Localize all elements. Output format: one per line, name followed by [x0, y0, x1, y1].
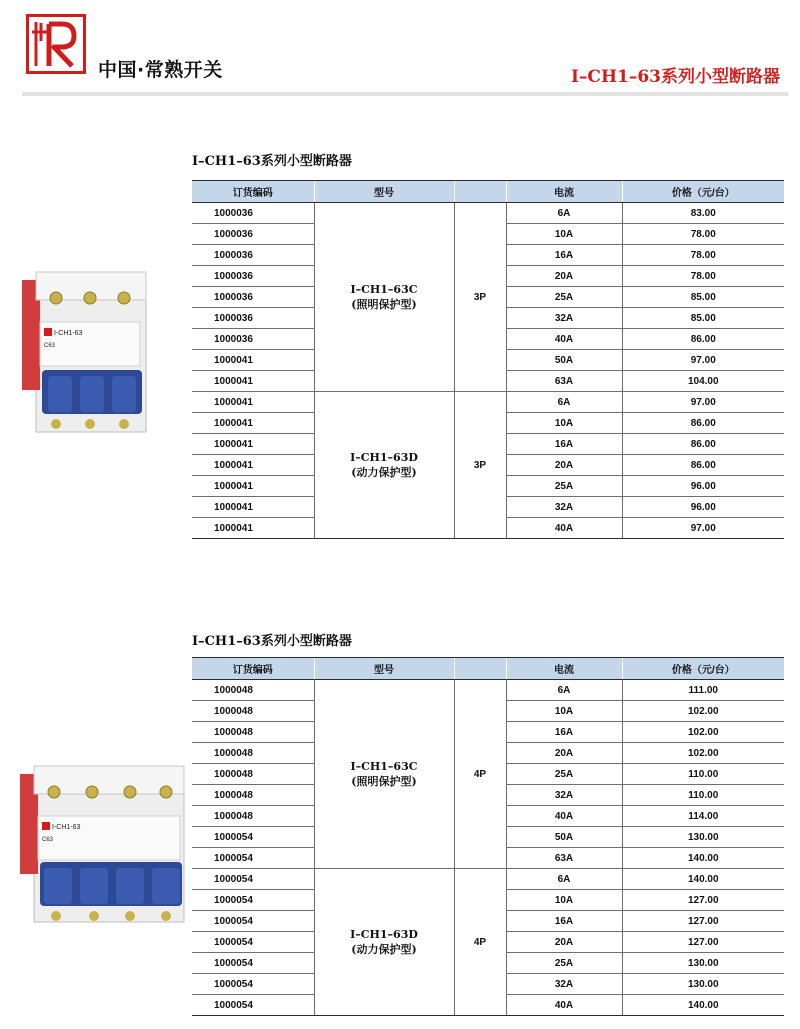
- current-cell: 40A: [506, 518, 622, 539]
- order-code-cell: 1000041: [192, 350, 314, 371]
- column-header-code: 订货编码: [192, 658, 314, 680]
- price-cell: 85.00: [622, 308, 784, 329]
- order-code-cell: 1000036: [192, 266, 314, 287]
- current-cell: 6A: [506, 680, 622, 701]
- current-cell: 10A: [506, 701, 622, 722]
- brand-name: 中国·常熟开关: [98, 59, 223, 81]
- model-type: (动力保护型): [351, 466, 417, 479]
- order-code-cell: 1000048: [192, 785, 314, 806]
- current-cell: 25A: [506, 287, 622, 308]
- price-cell: 104.00: [622, 371, 784, 392]
- breaker-4p-rating: C63: [42, 837, 54, 843]
- price-cell: 140.00: [622, 995, 784, 1016]
- r-logo-icon: [26, 14, 86, 74]
- model-type: (照明保护型): [351, 298, 417, 311]
- order-code-cell: 1000036: [192, 287, 314, 308]
- order-code-cell: 1000041: [192, 434, 314, 455]
- order-code-cell: 1000036: [192, 308, 314, 329]
- price-cell: 97.00: [622, 518, 784, 539]
- price-cell: 97.00: [622, 350, 784, 371]
- header-divider: [22, 92, 788, 96]
- poles-cell: 3P: [454, 392, 506, 539]
- current-cell: 50A: [506, 350, 622, 371]
- current-cell: 16A: [506, 245, 622, 266]
- order-code-cell: 1000041: [192, 476, 314, 497]
- price-cell: 86.00: [622, 455, 784, 476]
- current-cell: 6A: [506, 869, 622, 890]
- order-code-cell: 1000048: [192, 701, 314, 722]
- column-header-poles: [454, 181, 506, 203]
- current-cell: 20A: [506, 266, 622, 287]
- section-title-3p: I–CH1–63系列小型断路器: [192, 154, 352, 169]
- current-cell: 20A: [506, 743, 622, 764]
- price-cell: 140.00: [622, 869, 784, 890]
- current-cell: 32A: [506, 308, 622, 329]
- breaker-4p-label: I-CH1-63: [52, 824, 81, 831]
- breaker-4p-icon: [20, 758, 188, 933]
- price-cell: 86.00: [622, 413, 784, 434]
- model-cell: [314, 680, 454, 869]
- order-code-cell: 1000054: [192, 869, 314, 890]
- table-row: [192, 680, 784, 701]
- order-code-cell: 1000054: [192, 995, 314, 1016]
- current-cell: 63A: [506, 848, 622, 869]
- breaker-3p-rating: C63: [44, 343, 56, 349]
- current-cell: 32A: [506, 497, 622, 518]
- price-cell: 127.00: [622, 890, 784, 911]
- current-cell: 40A: [506, 995, 622, 1016]
- order-code-cell: 1000041: [192, 518, 314, 539]
- order-code-cell: 1000054: [192, 911, 314, 932]
- model-type: (动力保护型): [351, 943, 417, 956]
- price-cell: 78.00: [622, 224, 784, 245]
- price-table-4p: [192, 657, 784, 1016]
- price-cell: 110.00: [622, 785, 784, 806]
- current-cell: 25A: [506, 764, 622, 785]
- model-cell: [314, 869, 454, 1016]
- price-cell: 78.00: [622, 266, 784, 287]
- price-cell: 130.00: [622, 827, 784, 848]
- model-cell: [314, 392, 454, 539]
- table-row: [192, 869, 784, 890]
- table-header-row: [192, 658, 784, 680]
- price-table-3p: [192, 180, 784, 539]
- current-cell: 63A: [506, 371, 622, 392]
- order-code-cell: 1000048: [192, 806, 314, 827]
- current-cell: 40A: [506, 806, 622, 827]
- current-cell: 32A: [506, 785, 622, 806]
- current-cell: 10A: [506, 890, 622, 911]
- current-cell: 6A: [506, 392, 622, 413]
- current-cell: 16A: [506, 434, 622, 455]
- price-cell: 127.00: [622, 932, 784, 953]
- order-code-cell: 1000041: [192, 497, 314, 518]
- order-code-cell: 1000048: [192, 764, 314, 785]
- current-cell: 40A: [506, 329, 622, 350]
- price-cell: 140.00: [622, 848, 784, 869]
- column-header-current: 电流: [506, 181, 622, 203]
- price-cell: 102.00: [622, 701, 784, 722]
- price-cell: 130.00: [622, 974, 784, 995]
- order-code-cell: 1000041: [192, 371, 314, 392]
- column-header-price: 价格（元/台）: [622, 658, 784, 680]
- order-code-cell: 1000041: [192, 455, 314, 476]
- order-code-cell: 1000048: [192, 680, 314, 701]
- column-header-model: 型号: [314, 658, 454, 680]
- current-cell: 25A: [506, 476, 622, 497]
- column-header-code: 订货编码: [192, 181, 314, 203]
- current-cell: 16A: [506, 722, 622, 743]
- order-code-cell: 1000041: [192, 392, 314, 413]
- current-cell: 20A: [506, 455, 622, 476]
- poles-cell: 4P: [454, 680, 506, 869]
- order-code-cell: 1000054: [192, 974, 314, 995]
- price-cell: 127.00: [622, 911, 784, 932]
- order-code-cell: 1000054: [192, 827, 314, 848]
- price-cell: 83.00: [622, 203, 784, 224]
- model-name: I–CH1–63C: [350, 760, 418, 773]
- breaker-3p-icon: [22, 262, 150, 445]
- table-row: [192, 392, 784, 413]
- order-code-cell: 1000048: [192, 743, 314, 764]
- current-cell: 50A: [506, 827, 622, 848]
- poles-cell: 3P: [454, 203, 506, 392]
- current-cell: 10A: [506, 413, 622, 434]
- table-row: [192, 203, 784, 224]
- model-type: (照明保护型): [351, 775, 417, 788]
- price-cell: 111.00: [622, 680, 784, 701]
- order-code-cell: 1000048: [192, 722, 314, 743]
- column-header-poles: [454, 658, 506, 680]
- order-code-cell: 1000054: [192, 953, 314, 974]
- model-name: I–CH1–63C: [350, 283, 418, 296]
- order-code-cell: 1000036: [192, 245, 314, 266]
- order-code-cell: 1000036: [192, 224, 314, 245]
- current-cell: 32A: [506, 974, 622, 995]
- table-header-row: [192, 181, 784, 203]
- price-cell: 86.00: [622, 434, 784, 455]
- section-title-4p: I–CH1–63系列小型断路器: [192, 634, 352, 649]
- current-cell: 16A: [506, 911, 622, 932]
- document-title: I–CH1–63系列小型断路器: [570, 67, 780, 87]
- column-header-model: 型号: [314, 181, 454, 203]
- order-code-cell: 1000054: [192, 848, 314, 869]
- current-cell: 25A: [506, 953, 622, 974]
- order-code-cell: 1000054: [192, 890, 314, 911]
- price-cell: 96.00: [622, 476, 784, 497]
- current-cell: 10A: [506, 224, 622, 245]
- order-code-cell: 1000036: [192, 203, 314, 224]
- price-cell: 114.00: [622, 806, 784, 827]
- price-cell: 85.00: [622, 287, 784, 308]
- current-cell: 6A: [506, 203, 622, 224]
- price-cell: 102.00: [622, 722, 784, 743]
- price-cell: 86.00: [622, 329, 784, 350]
- price-cell: 78.00: [622, 245, 784, 266]
- price-cell: 102.00: [622, 743, 784, 764]
- order-code-cell: 1000036: [192, 329, 314, 350]
- column-header-price: 价格（元/台）: [622, 181, 784, 203]
- breaker-3p-label: I-CH1-63: [54, 330, 83, 337]
- poles-cell: 4P: [454, 869, 506, 1016]
- price-cell: 110.00: [622, 764, 784, 785]
- model-name: I–CH1–63D: [350, 928, 418, 941]
- price-cell: 96.00: [622, 497, 784, 518]
- model-cell: [314, 203, 454, 392]
- price-cell: 130.00: [622, 953, 784, 974]
- model-name: I–CH1–63D: [350, 451, 418, 464]
- current-cell: 20A: [506, 932, 622, 953]
- order-code-cell: 1000041: [192, 413, 314, 434]
- order-code-cell: 1000054: [192, 932, 314, 953]
- price-cell: 97.00: [622, 392, 784, 413]
- column-header-current: 电流: [506, 658, 622, 680]
